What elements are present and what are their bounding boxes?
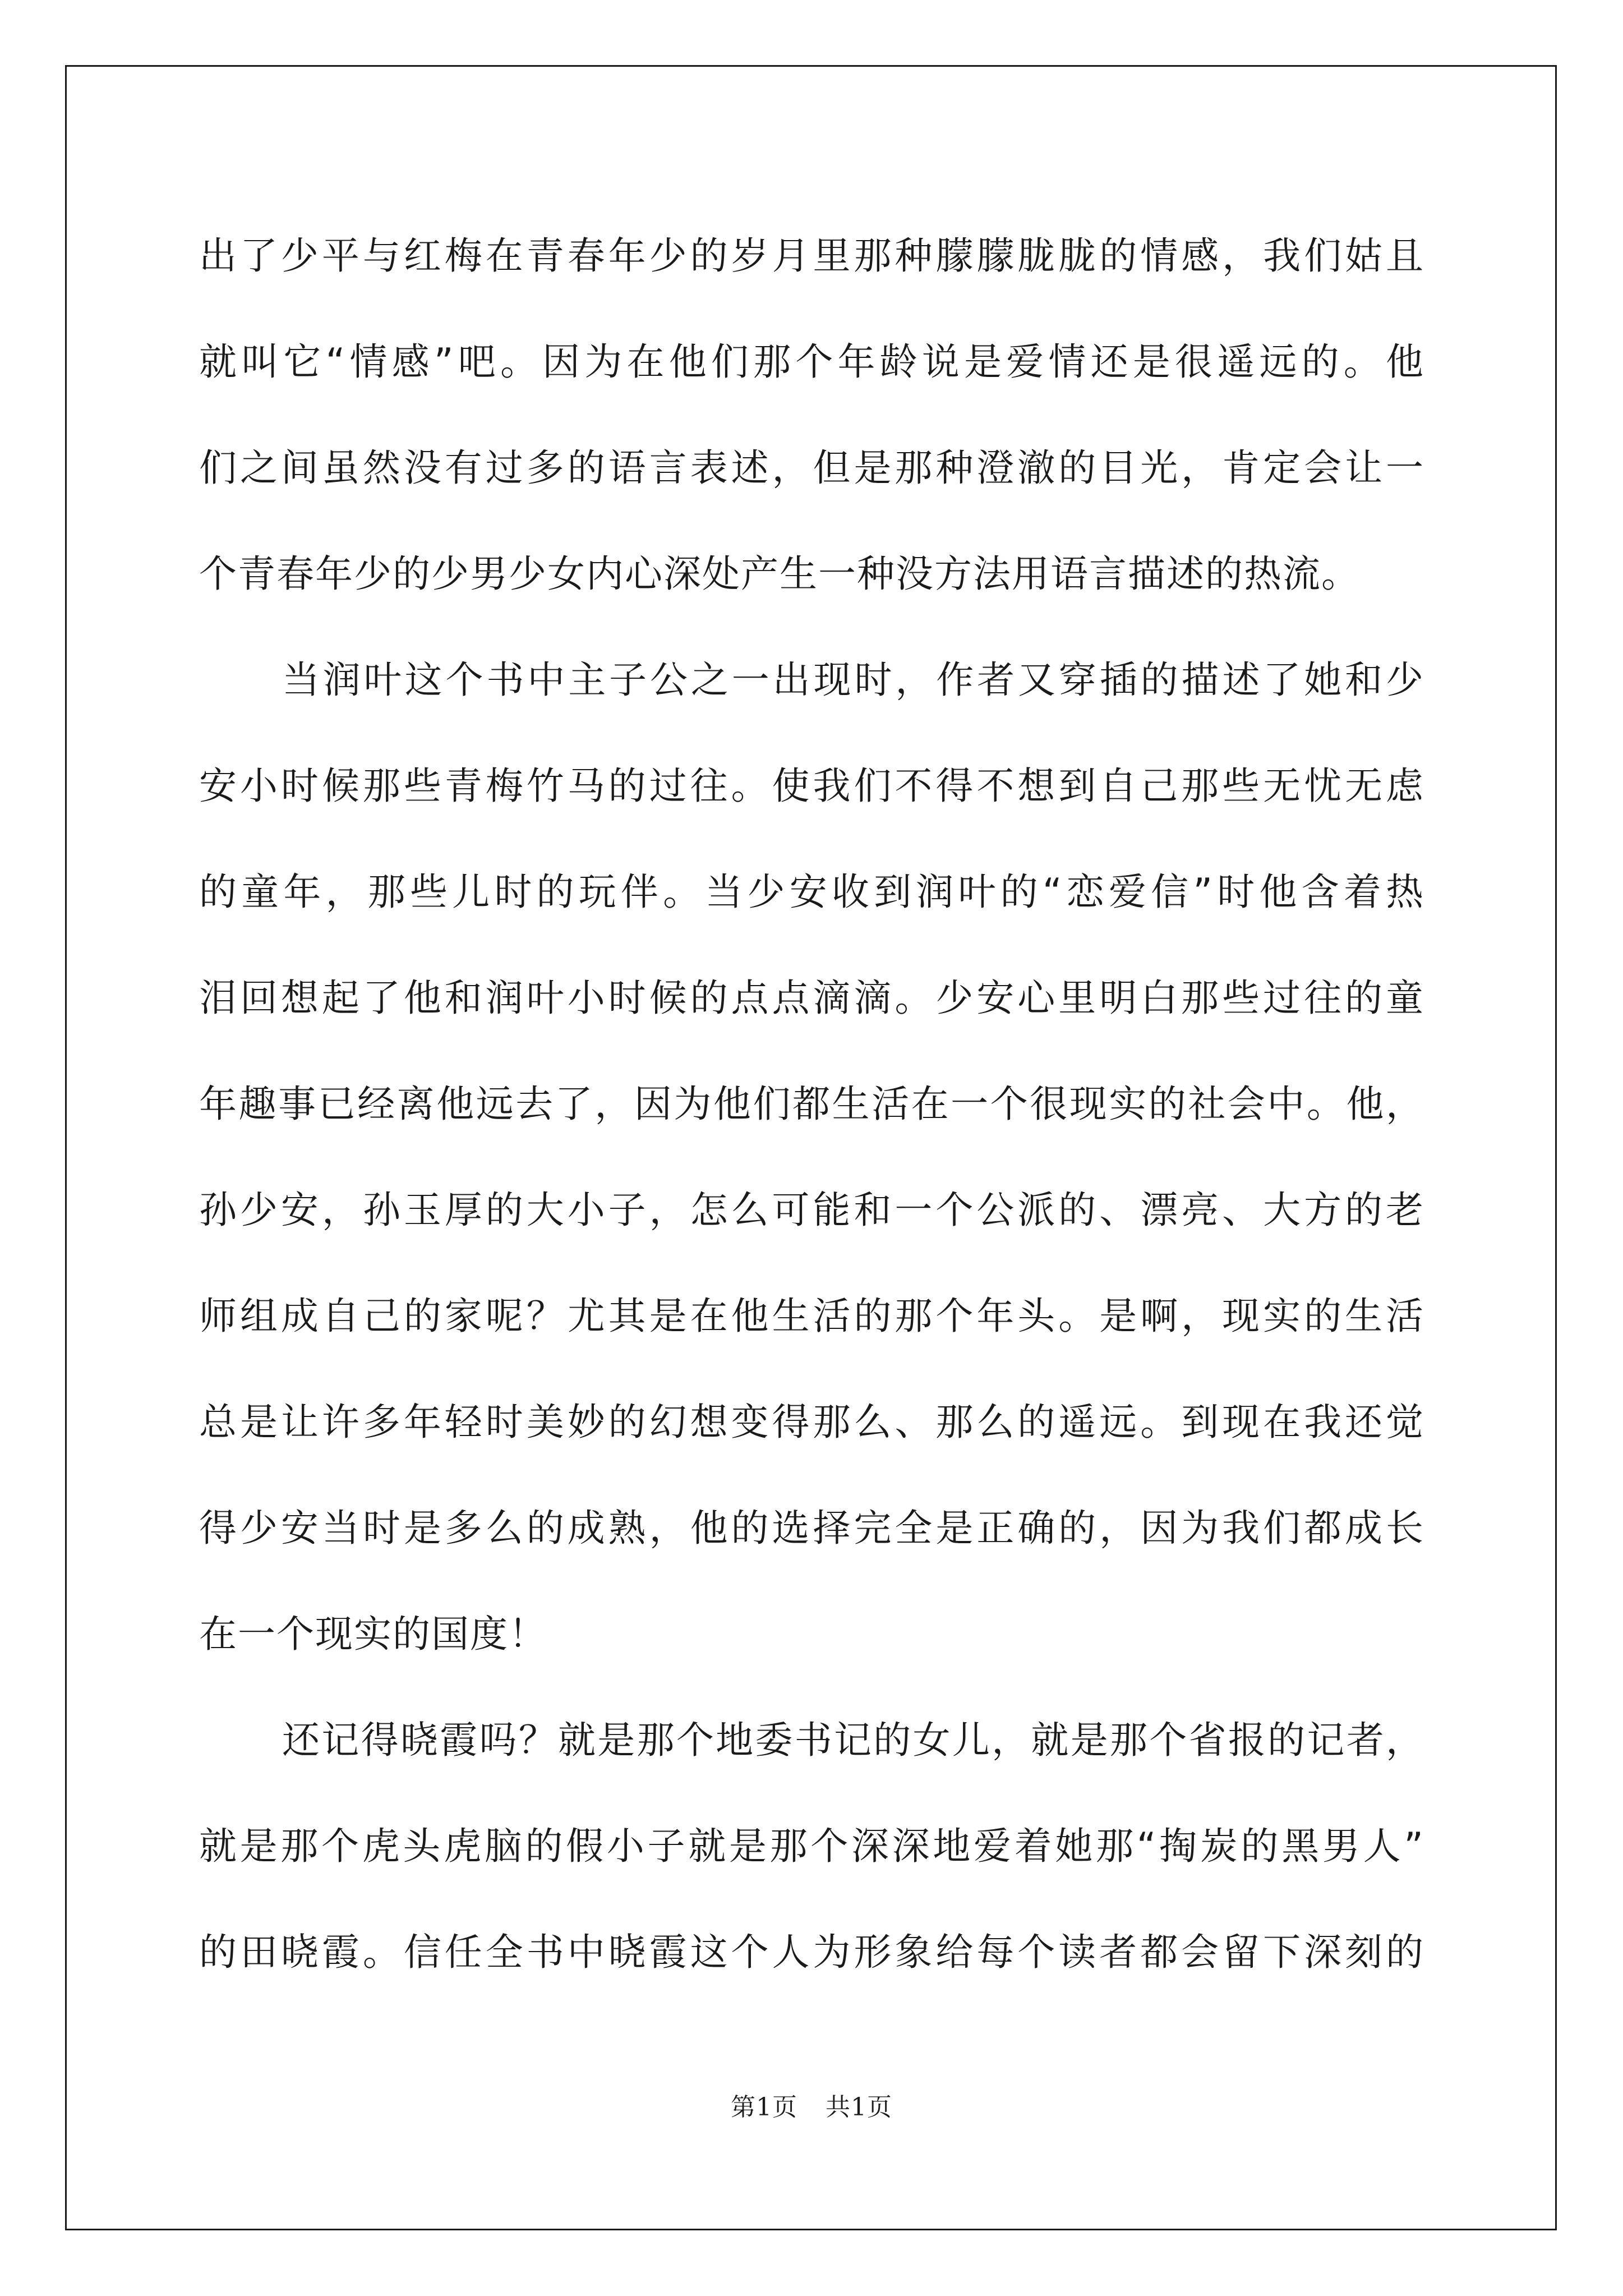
text-line: 的田晓霞。信任全书中晓霞这个人为形象给每个读者都会留下深刻的: [199, 1930, 1424, 1974]
text-line: 安小时候那些青梅竹马的过往。使我们不得不想到自己那些无忧无虑: [199, 764, 1424, 808]
document-body: [199, 203, 1424, 2005]
text-line: 的童年，那些儿时的玩伴。当少安收到润叶的“恋爱信”时他含着热: [199, 870, 1424, 914]
text-line: 个青春年少的少男少女内心深处产生一种没方法用语言描述的热流。: [199, 552, 1360, 596]
paragraph-first-line: 还记得晓霞吗？就是那个地委书记的女儿，就是那个省报的记者，: [282, 1718, 1424, 1762]
page-footer: [0, 2087, 1623, 2123]
text-line: 就是那个虎头虎脑的假小子就是那个深深地爱着她那“掏炭的黑男人”: [199, 1824, 1424, 1868]
text-line: 师组成自己的家呢？尤其是在他生活的那个年头。是啊，现实的生活: [199, 1294, 1424, 1338]
text-line: 出了少平与红梅在青春年少的岁月里那种朦朦胧胧的情感，我们姑且: [199, 234, 1424, 278]
text-line: 年趣事已经离他远去了，因为他们都生活在一个很现实的社会中。他，: [199, 1082, 1424, 1126]
page-number-current: 第1页: [731, 2093, 797, 2122]
page-number-total: 共1页: [826, 2093, 892, 2122]
text-line: 泪回想起了他和润叶小时候的点点滴滴。少安心里明白那些过往的童: [199, 976, 1424, 1020]
text-line: 们之间虽然没有过多的语言表述，但是那种澄澈的目光，肯定会让一: [199, 446, 1424, 490]
text-line: 孙少安，孙玉厚的大小子，怎么可能和一个公派的、漂亮、大方的老: [199, 1188, 1424, 1232]
paragraph-first-line: 当润叶这个书中主子公之一出现时，作者又穿插的描述了她和少: [282, 658, 1424, 702]
text-line: 得少安当时是多么的成熟，他的选择完全是正确的，因为我们都成长: [199, 1506, 1424, 1550]
text-line: 就叫它“情感”吧。因为在他们那个年龄说是爱情还是很遥远的。他: [199, 340, 1424, 384]
text-line: 在一个现实的国度！: [199, 1612, 547, 1656]
text-line: 总是让许多年轻时美妙的幻想变得那么、那么的遥远。到现在我还觉: [199, 1400, 1424, 1444]
